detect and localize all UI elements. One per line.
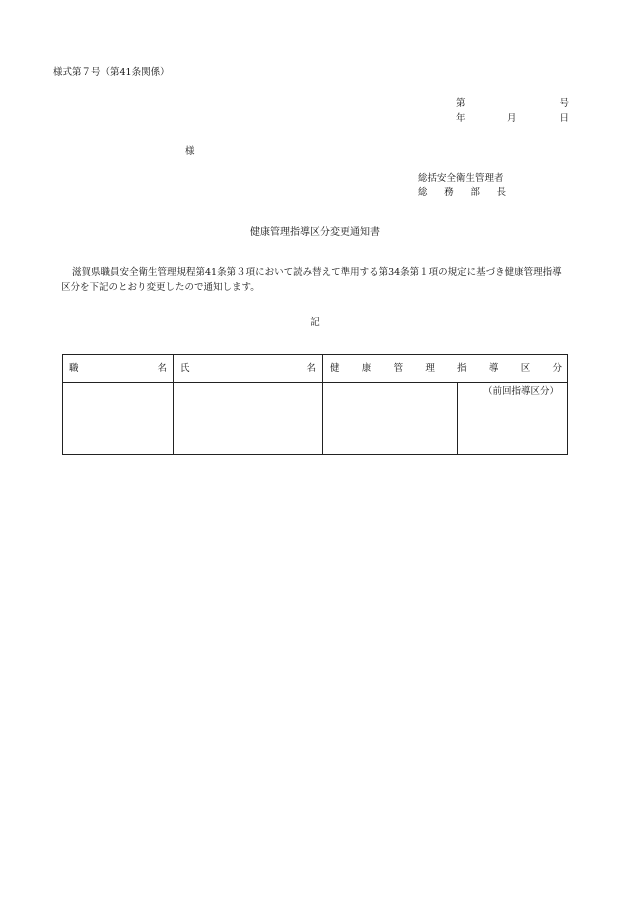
- cell-new-category: [323, 383, 458, 455]
- dept-char: 務: [444, 187, 454, 198]
- header-char: 理: [425, 362, 435, 374]
- date-day: 日: [559, 113, 569, 124]
- header-char: 康: [361, 362, 372, 374]
- header-position: [63, 355, 174, 383]
- sender-block: [418, 173, 506, 201]
- header-char: 導: [488, 362, 499, 374]
- dept-char: 長: [496, 187, 506, 198]
- header-char: 分: [552, 362, 562, 374]
- header-char: 指: [457, 362, 467, 374]
- header-name: [174, 355, 323, 383]
- document-title: 健康管理指導区分変更通知書: [250, 227, 380, 238]
- ki-marker: 記: [310, 317, 320, 328]
- cell-position: [63, 383, 174, 455]
- document-number-line: [456, 98, 569, 112]
- body-text: 滋賀県職員安全衛生管理規程第41条第３項において読み替えて準用する第34条第１項の規定に基づき健康管理指導区分を下記のとおり変更したので通知します。: [61, 267, 562, 293]
- date-year: 年: [456, 113, 466, 124]
- sender-title: 総括安全衛生管理者: [418, 173, 504, 184]
- header-guidance-category: [323, 355, 568, 383]
- form-number-label: 様式第７号（第41条関係）: [53, 67, 170, 78]
- guidance-table: [62, 354, 568, 455]
- previous-category-note: （前回指導区分）: [482, 386, 559, 397]
- table-row: [63, 383, 568, 455]
- header-char: 名: [306, 362, 316, 374]
- header-char: 健: [330, 362, 340, 374]
- cell-previous-category: [458, 383, 568, 455]
- body-paragraph: [61, 265, 571, 295]
- cell-name: [174, 383, 323, 455]
- dept-char: 総: [418, 187, 428, 198]
- addressee-honorific: 様: [185, 146, 195, 157]
- header-char: 管: [393, 362, 404, 374]
- dept-char: 部: [470, 187, 480, 198]
- sender-department: [418, 187, 506, 201]
- header-char: 区: [520, 362, 531, 374]
- number-prefix: 第: [456, 98, 466, 109]
- table-header-row: [63, 355, 568, 383]
- date-line: [456, 113, 569, 127]
- header-char: 名: [157, 362, 167, 374]
- header-char: 氏: [180, 362, 190, 374]
- header-char: 職: [69, 362, 79, 374]
- number-suffix: 号: [559, 98, 569, 109]
- date-month: 月: [507, 113, 517, 124]
